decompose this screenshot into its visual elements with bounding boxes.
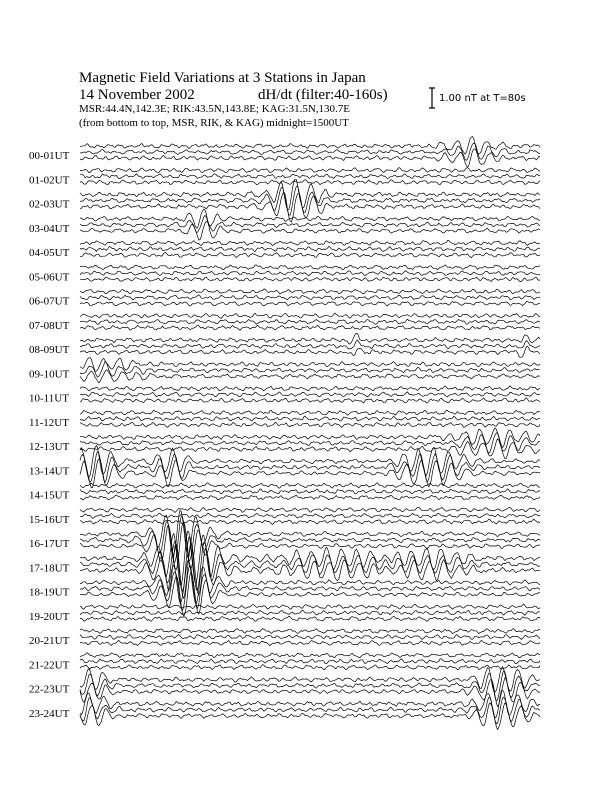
- scale-label: 1.00 nT at T=80s: [439, 93, 526, 104]
- trace-kag: [80, 168, 540, 173]
- row-label: 07-08UT: [29, 319, 70, 332]
- trace-msr: [80, 252, 540, 257]
- trace-rik: [80, 565, 540, 610]
- trace-msr: [80, 495, 540, 500]
- trace-kag: [80, 629, 540, 634]
- trace-msr: [80, 665, 540, 670]
- trace-kag: [80, 313, 540, 318]
- trace-rik: [80, 295, 540, 300]
- trace-rik: [80, 697, 540, 724]
- trace-msr: [80, 370, 540, 383]
- chart-date: 14 November 2002: [79, 87, 195, 103]
- trace-kag: [80, 265, 540, 270]
- trace-rik: [80, 416, 540, 421]
- trace-rik: [80, 610, 540, 615]
- chart-title: Magnetic Field Variations at 3 Stations in Japan: [79, 70, 366, 86]
- trace-rik: [80, 271, 540, 276]
- trace-kag: [80, 510, 540, 556]
- trace-rik: [80, 319, 540, 324]
- trace-msr: [80, 422, 540, 427]
- row-label: 20-21UT: [29, 635, 70, 647]
- trace-kag: [80, 653, 540, 658]
- trace-msr: [80, 616, 540, 621]
- row-label: 22-23UT: [29, 683, 70, 696]
- trace-kag: [80, 690, 540, 718]
- trace-rik: [80, 392, 540, 397]
- trace-kag: [80, 667, 540, 692]
- trace-kag: [80, 446, 540, 478]
- row-label: 04-05UT: [29, 247, 70, 259]
- row-label: 05-06UT: [29, 271, 70, 284]
- trace-kag: [80, 604, 540, 609]
- row-label: 15-16UT: [29, 513, 70, 526]
- row-label: 00-01UT: [29, 150, 70, 162]
- trace-rik: [80, 671, 540, 702]
- trace-msr: [80, 325, 540, 330]
- row-label: 23-24UT: [29, 707, 70, 720]
- row-label: 10-11UT: [29, 392, 69, 405]
- trace-rik: [80, 635, 540, 640]
- row-label: 18-19UT: [29, 586, 70, 599]
- trace-rik: [80, 247, 540, 252]
- row-label: 11-12UT: [29, 416, 69, 429]
- trace-kag: [80, 241, 540, 246]
- trace-msr: [80, 221, 540, 240]
- trace-kag: [80, 333, 540, 344]
- trace-msr: [80, 180, 540, 185]
- trace-msr: [80, 277, 540, 282]
- trace-rik: [80, 174, 540, 179]
- trace-kag: [80, 386, 540, 391]
- trace-rik: [80, 489, 540, 494]
- row-label: 19-20UT: [29, 610, 70, 623]
- row-label: 02-03UT: [29, 198, 70, 211]
- trace-msr: [80, 519, 540, 524]
- row-label: 09-10UT: [29, 368, 70, 381]
- row-label: 14-15UT: [29, 489, 70, 502]
- row-label: 21-22UT: [29, 659, 70, 672]
- chart-quantity: dH/dt (filter:40-160s): [258, 87, 388, 103]
- station-coordinates: MSR:44.4N,142.3E; RIK:43.5N,143.8E; KAG:31.5N,130.7E: [79, 103, 351, 115]
- trace-msr: [80, 459, 540, 488]
- trace-msr: [80, 302, 540, 306]
- trace-kag: [80, 410, 540, 415]
- row-label: 08-09UT: [29, 344, 70, 356]
- trace-kag: [80, 483, 540, 488]
- row-label: 16-17UT: [29, 538, 70, 550]
- trace-msr: [80, 640, 540, 645]
- trace-msr: [80, 439, 540, 459]
- trace-order-note: (from bottom to top, MSR, RIK, & KAG) midnight=1500UT: [79, 117, 349, 129]
- trace-msr: [80, 398, 540, 403]
- trace-rik: [80, 452, 540, 483]
- trace-rik: [80, 659, 540, 664]
- trace-kag: [80, 289, 540, 294]
- row-label: 17-18UT: [29, 562, 70, 575]
- row-label: 13-14UT: [29, 465, 70, 478]
- row-label: 06-07UT: [29, 295, 70, 308]
- trace-kag: [80, 507, 540, 512]
- trace-rik: [80, 516, 540, 562]
- trace-rik: [80, 513, 540, 518]
- row-label: 01-02UT: [29, 174, 70, 187]
- trace-kag: [80, 531, 540, 585]
- row-label: 03-04UT: [29, 222, 70, 235]
- row-label: 12-13UT: [29, 441, 70, 453]
- trace-msr: [80, 572, 540, 616]
- trace-msr: [80, 192, 540, 222]
- trace-rik: [80, 186, 540, 215]
